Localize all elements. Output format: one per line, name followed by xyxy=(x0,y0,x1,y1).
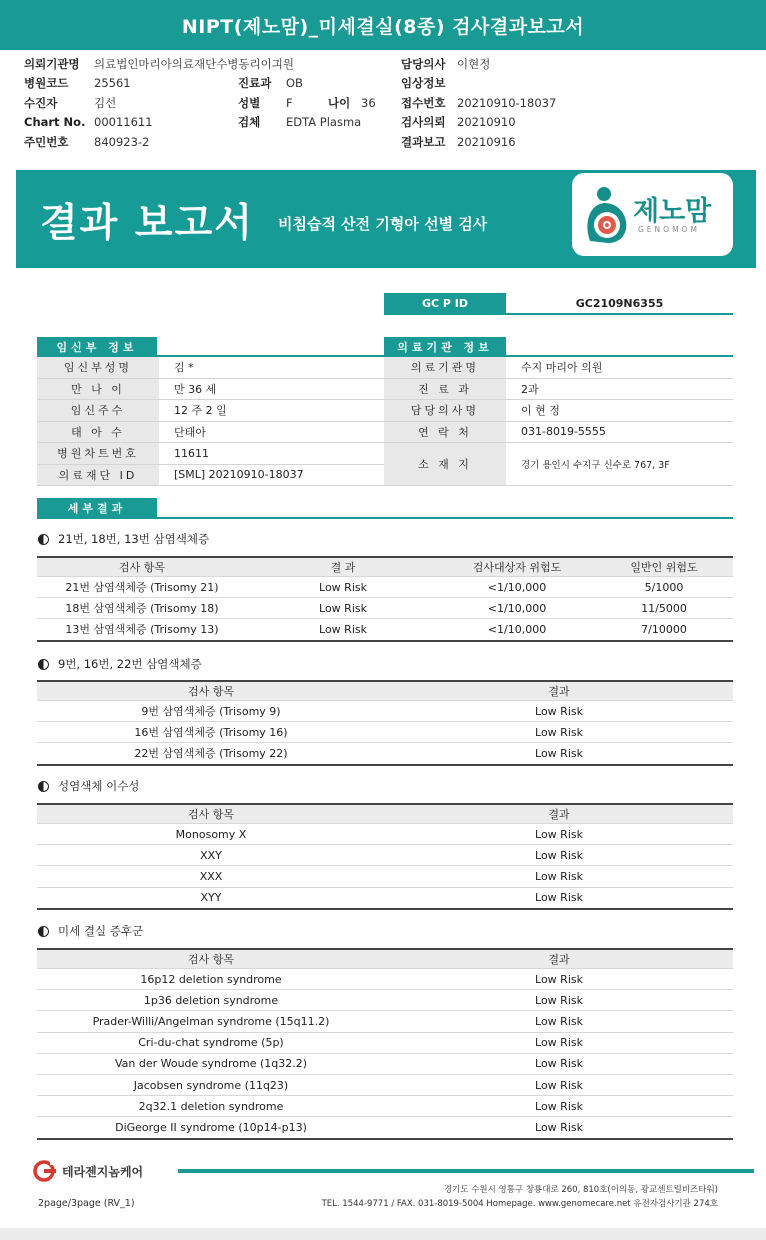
section4-heading-text: 미세 결실 증후군 xyxy=(58,924,144,938)
table-cell: 21번 삼염색체증 (Trisomy 21) xyxy=(65,581,219,595)
meta-label: 의뢰기관명 xyxy=(24,57,80,71)
banner-subtitle: 비침습적 산전 기형아 선별 검사 xyxy=(278,215,488,233)
table-cell: Low Risk xyxy=(535,827,583,841)
table-cell: 5/1000 xyxy=(644,580,684,594)
section3-heading xyxy=(38,778,139,794)
patient-value: 만 36 세 xyxy=(174,382,217,396)
table-cell: 13번 삼염색체증 (Trisomy 13) xyxy=(65,623,219,637)
patient-value: 11611 xyxy=(174,446,209,460)
table-header xyxy=(37,556,733,576)
meta-value: 20210910-18037 xyxy=(457,95,557,110)
table-row xyxy=(37,618,733,639)
footer-brand xyxy=(33,1160,143,1182)
table-header xyxy=(37,680,733,700)
table-cell: Cri-du-chat syndrome (5p) xyxy=(138,1036,284,1050)
institution-row xyxy=(384,400,733,422)
section2-heading xyxy=(38,656,202,672)
table-row xyxy=(37,865,733,886)
patient-row xyxy=(37,379,384,401)
institution-label: 소 재 지 xyxy=(384,443,506,485)
header-cell: 검사 항목 xyxy=(187,953,234,966)
patient-value: 단태아 xyxy=(174,425,206,439)
meta-value: 이현정 xyxy=(457,57,491,71)
institution-row xyxy=(384,379,733,401)
patient-label: 병원차트번호 xyxy=(37,443,159,464)
gcpid-bar xyxy=(384,293,733,315)
institution-info-tab: 의료기관 정보 xyxy=(384,337,506,357)
footer-address xyxy=(322,1183,718,1211)
meta-value: 840923-2 xyxy=(94,134,150,149)
half-circle-icon xyxy=(38,926,49,937)
half-circle-icon xyxy=(38,534,49,545)
page-number: 2page/3page (RV_1) xyxy=(38,1198,135,1209)
meta-label: Chart No. xyxy=(24,115,86,130)
meta-value: 00011611 xyxy=(94,115,153,130)
patient-label: 임신부성명 xyxy=(37,357,159,378)
table-cell: <1/10,000 xyxy=(487,601,547,615)
table-row xyxy=(37,1116,733,1137)
meta-value: 20210916 xyxy=(457,134,516,149)
header-cell: 검사 항목 xyxy=(187,808,234,821)
patient-info-table xyxy=(37,357,384,486)
section4-table xyxy=(37,948,733,1140)
table-row xyxy=(37,1095,733,1116)
patient-row xyxy=(37,400,384,422)
footer-address-line: 경기도 수원시 영통구 창룡대로 260, 810호(이의동, 광교센트럴비즈타워) xyxy=(443,1185,718,1195)
institution-label: 연 락 처 xyxy=(384,422,506,443)
header-cell: 결 과 xyxy=(330,561,356,574)
table-cell: Low Risk xyxy=(319,622,367,636)
details-line xyxy=(37,517,733,519)
table-cell: Low Risk xyxy=(535,1036,583,1050)
institution-row xyxy=(384,357,733,379)
patient-value: 12 주 2 일 xyxy=(174,404,227,418)
meta-label: 병원코드 xyxy=(24,76,69,91)
meta-label: 임상정보 xyxy=(401,76,446,91)
table-row xyxy=(37,721,733,742)
patient-info-tab: 임신부 정보 xyxy=(37,337,157,357)
table-cell: Low Risk xyxy=(535,972,583,986)
table-cell: Low Risk xyxy=(319,580,367,594)
institution-info-table xyxy=(384,357,733,486)
header-cell: 결과 xyxy=(548,953,570,966)
genomom-logo xyxy=(572,173,733,256)
header-cell: 결과 xyxy=(548,808,570,821)
section3-table xyxy=(37,803,733,910)
table-row xyxy=(37,1053,733,1074)
age-value: 36 xyxy=(361,95,376,110)
patient-label: 임신주수 xyxy=(37,400,159,421)
header-cell: 일반인 위험도 xyxy=(630,561,698,574)
meta-label: 결과보고 xyxy=(401,134,446,149)
institution-label: 담당의사명 xyxy=(384,400,506,421)
footer-line xyxy=(178,1169,754,1173)
table-cell: XXX xyxy=(199,869,223,883)
table-cell: Low Risk xyxy=(535,869,583,883)
meta-column-2 xyxy=(238,74,376,132)
meta-label: 담당의사 xyxy=(401,57,446,71)
meta-value: 김선 xyxy=(94,95,117,110)
report-title-bar xyxy=(0,0,766,50)
table-cell: 7/10000 xyxy=(641,622,687,636)
patient-label: 의료재단 ID xyxy=(37,465,159,486)
header-cell: 검사 항목 xyxy=(187,685,234,698)
institution-value: 031-8019-5555 xyxy=(521,425,606,439)
institution-label: 의료기관명 xyxy=(384,357,506,378)
table-cell: Low Risk xyxy=(535,891,583,905)
gcpid-label: GC P ID xyxy=(384,293,506,313)
table-cell: Jacobsen syndrome (11q23) xyxy=(133,1078,289,1092)
patient-value: [SML] 20210910-18037 xyxy=(174,468,304,482)
table-row xyxy=(37,1010,733,1031)
meta-label: 성별 xyxy=(238,95,261,110)
table-cell: 22번 삼염색체증 (Trisomy 22) xyxy=(134,747,288,761)
table-cell: XYY xyxy=(200,891,222,905)
table-header xyxy=(37,803,733,823)
patient-label: 만 나 이 xyxy=(37,379,159,400)
patient-row xyxy=(37,465,384,487)
table-cell: DiGeorge II syndrome (10p14-p13) xyxy=(115,1120,307,1134)
table-cell: 16p12 deletion syndrome xyxy=(140,972,282,986)
table-header xyxy=(37,948,733,968)
table-row xyxy=(37,968,733,989)
table-cell: Monosomy X xyxy=(175,827,247,841)
half-circle-icon xyxy=(38,781,49,792)
meta-value: F xyxy=(286,95,293,110)
section2-heading-text: 9번, 16번, 22번 삼염색체증 xyxy=(58,657,202,671)
table-row xyxy=(37,700,733,721)
section2-table xyxy=(37,680,733,766)
table-cell: 9번 삼염색체증 (Trisomy 9) xyxy=(141,705,281,719)
table-cell: 2q32.1 deletion syndrome xyxy=(138,1099,284,1113)
section1-heading xyxy=(38,531,209,547)
table-cell: Low Risk xyxy=(535,1120,583,1134)
logo-wordmark: 제노맘 xyxy=(633,196,712,227)
section1-heading-text: 21번, 18번, 13번 삼염색체증 xyxy=(58,532,210,546)
half-circle-icon xyxy=(38,659,49,670)
section4-heading xyxy=(38,923,143,939)
banner-title: 결과 보고서 xyxy=(40,201,254,246)
table-cell: Low Risk xyxy=(535,725,583,739)
table-row xyxy=(37,576,733,597)
header-cell: 결과 xyxy=(548,685,570,698)
patient-label: 태 아 수 xyxy=(37,422,159,443)
patient-value: 김 * xyxy=(174,361,194,375)
table-cell: 11/5000 xyxy=(641,601,687,615)
table-cell: Low Risk xyxy=(535,1057,583,1071)
institution-row xyxy=(384,422,733,444)
genomom-mother-icon xyxy=(582,185,632,245)
table-cell: Low Risk xyxy=(535,746,583,760)
meta-label: 수진자 xyxy=(24,95,58,110)
institution-value: 2과 xyxy=(521,382,539,396)
table-cell: Van der Woude syndrome (1q32.2) xyxy=(114,1057,308,1071)
age-label: 나이 xyxy=(328,95,351,110)
institution-label: 진 료 과 xyxy=(384,379,506,400)
patient-row xyxy=(37,422,384,444)
meta-value: OB xyxy=(286,76,303,91)
table-row xyxy=(37,1074,733,1095)
meta-label: 진료과 xyxy=(238,76,272,91)
details-tab: 세부결과 xyxy=(37,498,157,518)
table-cell: 16번 삼염색체증 (Trisomy 16) xyxy=(134,726,288,740)
header-cell: 검사 항목 xyxy=(118,561,165,574)
gcpid-value: GC2109N6355 xyxy=(575,296,664,310)
section3-heading-text: 성염색체 이수성 xyxy=(58,779,140,793)
table-cell: Low Risk xyxy=(535,1099,583,1113)
patient-row xyxy=(37,357,384,379)
table-row xyxy=(37,844,733,865)
institution-value: 이 현 정 xyxy=(521,404,560,418)
table-cell: Low Risk xyxy=(535,1014,583,1028)
section1-table xyxy=(37,556,733,642)
meta-label: 검사의뢰 xyxy=(401,115,446,130)
table-cell: Prader-Willi/Angelman syndrome (15q11.2) xyxy=(92,1014,330,1028)
table-cell: 18번 삼염색체증 (Trisomy 18) xyxy=(65,602,219,616)
table-cell: 1p36 deletion syndrome xyxy=(143,993,279,1007)
header-cell: 검사대상자 위험도 xyxy=(472,561,562,574)
footer-brand-name: 테라젠지놈케어 xyxy=(62,1164,144,1179)
table-row xyxy=(37,887,733,908)
report-title: NIPT(제노맘)_미세결실(8종) 검사결과보고서 xyxy=(181,15,585,38)
table-cell: Low Risk xyxy=(535,1078,583,1092)
institution-value: 경기 용인시 수지구 신수로 767, 3F xyxy=(521,460,670,471)
table-cell: XXY xyxy=(200,848,222,862)
meta-column-3 xyxy=(401,55,556,152)
meta-value: 20210910 xyxy=(457,115,516,130)
meta-label: 검체 xyxy=(238,115,261,130)
table-row xyxy=(37,742,733,763)
institution-value: 수지 마리아 의원 xyxy=(521,361,603,375)
table-cell: Low Risk xyxy=(535,848,583,862)
meta-value: EDTA Plasma xyxy=(286,115,362,130)
table-cell: Low Risk xyxy=(319,601,367,615)
terragen-logo-icon xyxy=(33,1160,59,1182)
bottom-strip xyxy=(0,1228,766,1240)
institution-row xyxy=(384,443,733,486)
table-cell: Low Risk xyxy=(535,704,583,718)
footer-contact-line: TEL. 1544-9771 / FAX. 031-8019-5004 Homepage. www.genomecare.net 유전자검사기관 274호 xyxy=(321,1199,718,1209)
table-row xyxy=(37,989,733,1010)
table-row xyxy=(37,1032,733,1053)
meta-label: 주민번호 xyxy=(24,134,69,149)
table-cell: Low Risk xyxy=(535,993,583,1007)
table-row xyxy=(37,823,733,844)
patient-row xyxy=(37,443,384,465)
logo-subtext: GENOMOM xyxy=(638,225,700,234)
meta-value: 의료법인마리아의료재단수병동리이긔원 xyxy=(94,57,294,71)
meta-label: 접수번호 xyxy=(401,95,446,110)
table-row xyxy=(37,597,733,618)
meta-value: 25561 xyxy=(94,76,131,91)
table-cell: <1/10,000 xyxy=(487,580,547,594)
report-banner xyxy=(16,170,756,268)
table-cell: <1/10,000 xyxy=(487,622,547,636)
